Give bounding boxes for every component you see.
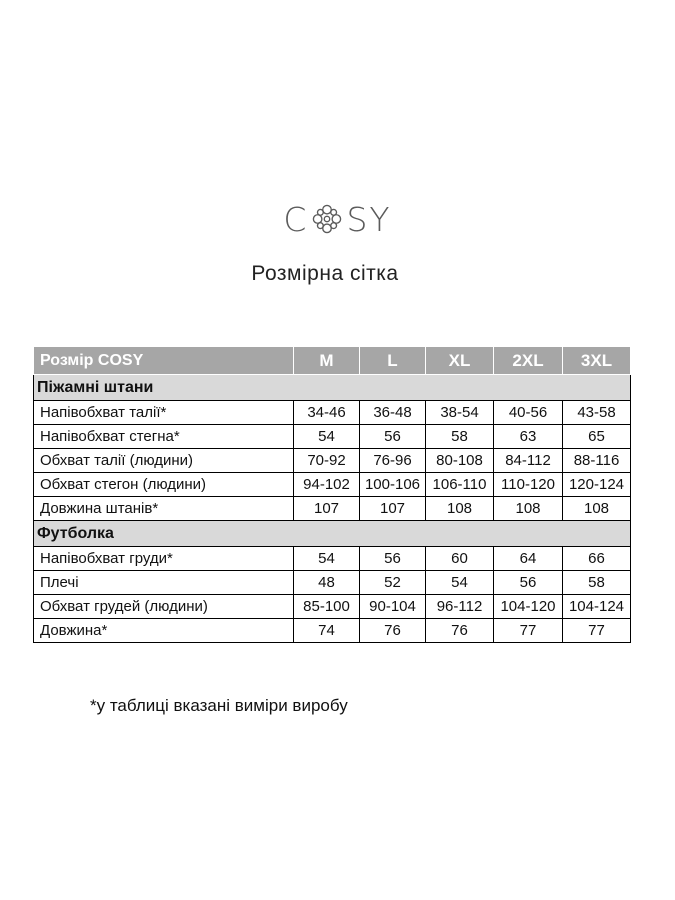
measurement-value: 52 [360,571,426,595]
measurement-value: 36-48 [360,401,426,425]
header-size-3xl: 3XL [563,347,631,375]
measurement-value: 108 [426,497,494,521]
table-header-row [34,347,631,375]
measurement-value: 107 [360,497,426,521]
measurement-value: 60 [426,547,494,571]
header-size-l: L [360,347,426,375]
measurement-value: 58 [426,425,494,449]
measurement-value: 48 [294,571,360,595]
measurement-value: 76 [426,619,494,643]
table-row [34,619,631,643]
logo-letter-c: C [283,199,309,239]
header-size-xl: XL [426,347,494,375]
measurement-value: 64 [494,547,563,571]
section-title: Футболка [34,521,631,547]
measurement-value: 108 [494,497,563,521]
section-header-row [34,375,631,401]
header-size-m: M [294,347,360,375]
measurement-value: 54 [294,425,360,449]
measurement-label: Обхват грудей (людини) [34,595,294,619]
measurement-value: 43-58 [563,401,631,425]
measurement-value: 77 [563,619,631,643]
measurement-label: Обхват стегон (людини) [34,473,294,497]
measurement-value: 54 [294,547,360,571]
measurement-value: 85-100 [294,595,360,619]
measurement-value: 56 [494,571,563,595]
measurement-value: 40-56 [494,401,563,425]
measurement-value: 56 [360,547,426,571]
measurement-label: Довжина* [34,619,294,643]
measurement-label: Напівобхват талії* [34,401,294,425]
brand-logo [0,197,675,241]
measurement-value: 58 [563,571,631,595]
table-row [34,449,631,473]
measurement-value: 84-112 [494,449,563,473]
measurement-value: 80-108 [426,449,494,473]
measurement-value: 54 [426,571,494,595]
measurement-value: 107 [294,497,360,521]
measurement-value: 100-106 [360,473,426,497]
measurement-label: Плечі [34,571,294,595]
measurement-value: 104-120 [494,595,563,619]
flower-icon [310,202,344,236]
section-header-row [34,521,631,547]
table-row [34,425,631,449]
table-row [34,547,631,571]
measurement-value: 77 [494,619,563,643]
table-row [34,497,631,521]
table-row [34,595,631,619]
header-size-2xl: 2XL [494,347,563,375]
measurement-label: Напівобхват груди* [34,547,294,571]
measurement-value: 120-124 [563,473,631,497]
measurement-value: 34-46 [294,401,360,425]
measurement-value: 108 [563,497,631,521]
measurement-value: 65 [563,425,631,449]
measurement-value: 70-92 [294,449,360,473]
table-row [34,571,631,595]
table-row [34,401,631,425]
section-title: Піжамні штани [34,375,631,401]
measurement-value: 110-120 [494,473,563,497]
measurement-value: 90-104 [360,595,426,619]
table-row [34,473,631,497]
measurement-value: 38-54 [426,401,494,425]
measurement-value: 94-102 [294,473,360,497]
measurement-value: 76 [360,619,426,643]
measurement-value: 106-110 [426,473,494,497]
measurement-value: 96-112 [426,595,494,619]
page-title: Розмірна сітка [251,262,399,285]
measurement-value: 66 [563,547,631,571]
size-chart-table [33,346,631,643]
measurement-value: 76-96 [360,449,426,473]
measurement-value: 63 [494,425,563,449]
measurement-value: 88-116 [563,449,631,473]
measurement-value: 74 [294,619,360,643]
measurement-label: Обхват талії (людини) [34,449,294,473]
footnote: *у таблиці вказані виміри виробу [90,696,348,715]
header-size-label: Розмір COSY [34,347,294,375]
measurement-value: 104-124 [563,595,631,619]
measurement-label: Напівобхват стегна* [34,425,294,449]
logo-letters-sy: SY [346,199,392,239]
measurement-value: 56 [360,425,426,449]
measurement-label: Довжина штанів* [34,497,294,521]
